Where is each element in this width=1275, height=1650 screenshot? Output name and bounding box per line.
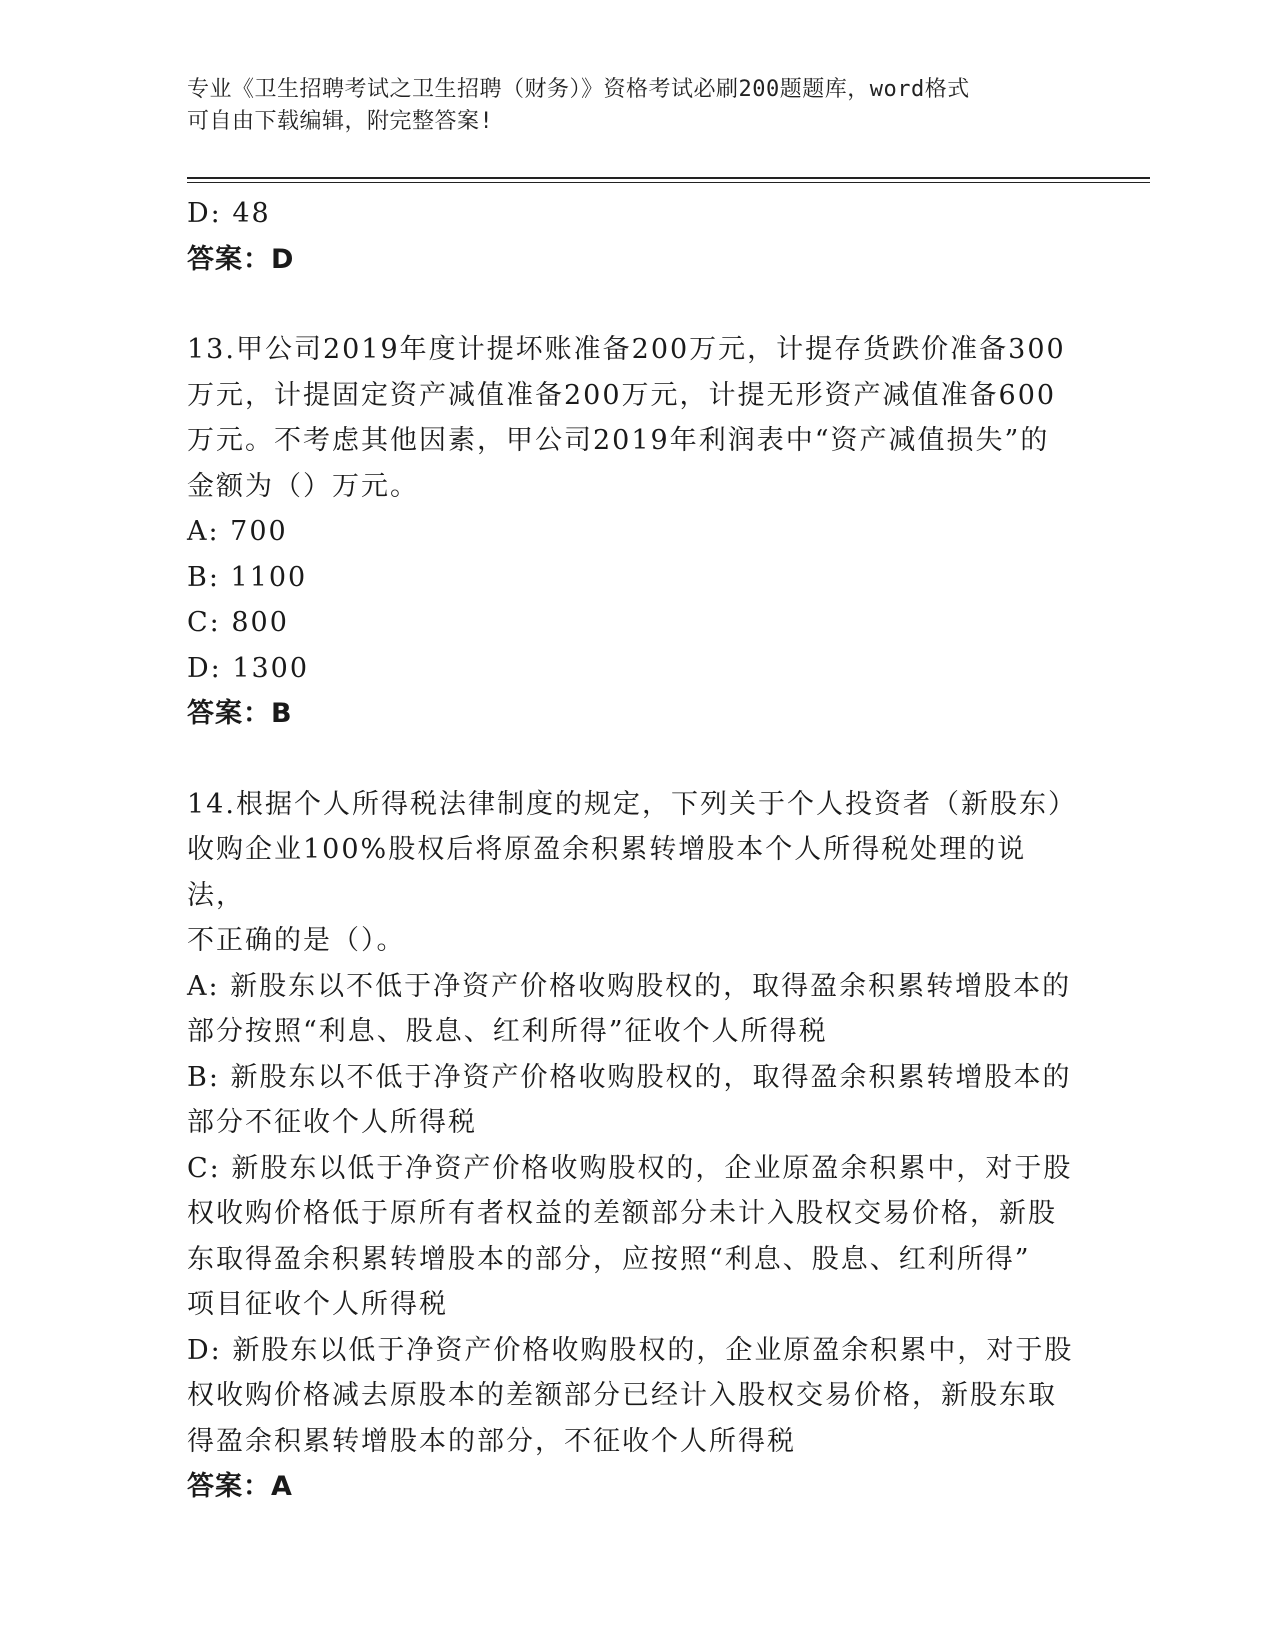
q14-option-c-line: 东取得盈余积累转增股本的部分，应按照“利息、股息、红利所得” (187, 1243, 1031, 1275)
q14-option-c-line: 项目征收个人所得税 (187, 1289, 448, 1320)
header-line-2: 可自由下载编辑，附完整答案! (187, 109, 494, 134)
q13-stem-line: 万元。不考虑其他因素，甲公司2019年利润表中“资产减值损失”的 (187, 425, 1050, 456)
q13-stem-line: 金额为（）万元。 (187, 470, 419, 502)
q14-option-d-line: D: 新股东以低于净资产价格收购股权的，企业原盈余积累中，对于股 (187, 1334, 1074, 1366)
q14-option-a-line: 部分按照“利息、股息、红利所得”征收个人所得税 (187, 1016, 828, 1047)
q14-option-d-line: 得盈余积累转增股本的部分，不征收个人所得税 (187, 1425, 796, 1457)
spacer (187, 282, 1077, 327)
q13-option-b: B: 1100 (187, 561, 308, 593)
q14-option-a-line: A: 新股东以不低于净资产价格收购股权的，取得盈余积累转增股本的 (187, 970, 1072, 1002)
prev-answer: 答案：D (187, 243, 295, 275)
header-divider-thick (187, 177, 1150, 179)
prev-option-d: D: 48 (187, 198, 271, 229)
header-divider-thin (187, 182, 1150, 183)
q14-option-c-line: C: 新股东以低于净资产价格收购股权的，企业原盈余积累中，对于股 (187, 1152, 1073, 1184)
question-13 (187, 327, 1077, 737)
q13-stem-line: 13.甲公司2019年度计提坏账准备200万元，计提存货跌价准备300 (187, 334, 1066, 365)
question-14 (187, 782, 1077, 1510)
q14-option-b-line: 部分不征收个人所得税 (187, 1107, 477, 1138)
q13-option-a: A: 700 (187, 516, 288, 547)
q14-option-c-line: 权收购价格低于原所有者权益的差额部分未计入股权交易价格，新股 (187, 1198, 1057, 1229)
q13-answer: 答案：B (187, 698, 293, 729)
q13-option-d: D: 1300 (187, 652, 310, 684)
spacer (187, 737, 1077, 782)
page-header (187, 74, 1077, 138)
q14-option-d-line: 权收购价格减去原股本的差额部分已经计入股权交易价格，新股东取 (187, 1380, 1057, 1411)
q13-stem-line: 万元，计提固定资产减值准备200万元，计提无形资产减值准备600 (187, 379, 1057, 411)
q14-stem-line: 不正确的是（）。 (187, 925, 406, 956)
page-content (187, 191, 1077, 1510)
header-line-1: 专业《卫生招聘考试之卫生招聘（财务）》资格考试必刷200题题库，word格式 (187, 77, 970, 102)
q13-option-c: C: 800 (187, 607, 289, 638)
q14-stem-line: 14.根据个人所得税法律制度的规定，下列关于个人投资者（新股东） (187, 788, 1077, 820)
q14-option-b-line: B: 新股东以不低于净资产价格收购股权的，取得盈余积累转增股本的 (187, 1061, 1072, 1093)
q14-answer: 答案：A (187, 1471, 293, 1502)
q14-stem-line: 收购企业100%股权后将原盈余积累转增股本个人所得税处理的说法， (187, 834, 1027, 911)
